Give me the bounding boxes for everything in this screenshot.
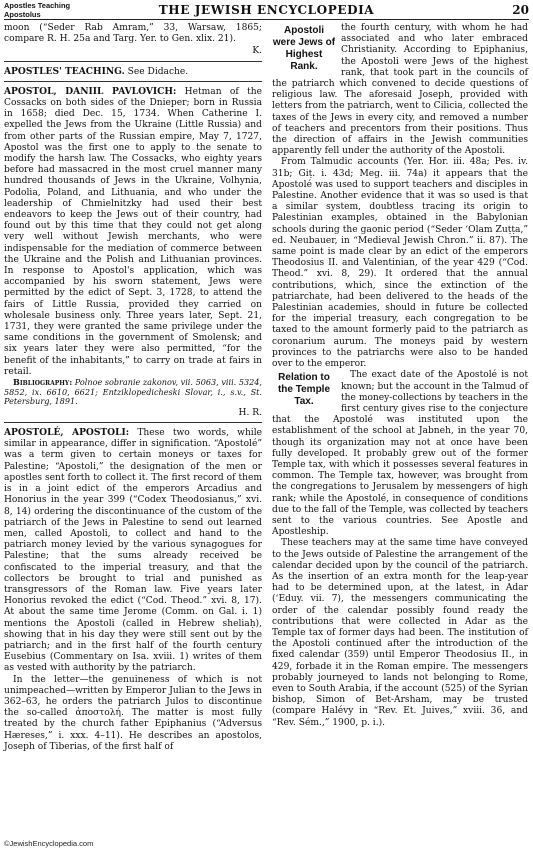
entry-body: Hetman of the Cossacks on both sides of the Dnieper; born in Russia in 1658; died Dec. 15, 1734. When Catherine I. expelled the Jews from the Ukraine (Little Russia) and from other parts of the Russian empire, May 7, 1727, Apostol was the first one to apply to the senate to modify the harsh law. The Cossacks, who eighty years before had massacred in the most cruel manner many hundred thousands of Jews in the Ukraine, Volhynia, Podolia, Poland, and Lithuania, and who under the leadership of Chmielnitzky had used their best endeavors to keep the Jews out of their country, had found out by this time that they could not get along very well without Jewish merchants, who were indispensable for the mediation of commerce between the Ukraine and the Polish and Lithuanian provinces. In response to Apostol's application, which was accompanied by his sworn statement, Jews were permitted by the edict of Sept. 3, 1728, to attend the fairs of Little Russia, provided they carried on wholesale business only. Three years later, Sept. 21, 1731, they were granted the same privilege under the same conditions in the government of Smolensk; and six years later they were also permitted, “for the benefit of the inhabitants,” to carry on trade at fairs in retail. bbox=[4, 86, 262, 377]
running-head-line-1: Apostles Teaching bbox=[4, 1, 71, 10]
bibliography bbox=[4, 378, 262, 407]
bibliography-text: Polnoe sobranie zakonov, vii. 5063, viii. 5324, 5852, ix. 6610, 6621; Entziklopedicheski Slovar, i., s.v., St. Petersburg, 1891. bbox=[4, 377, 262, 407]
entry-apostole bbox=[4, 427, 262, 674]
entry-title: APOSTOLÉ, APOSTOLI: bbox=[4, 427, 130, 439]
paragraph: From Talmudic accounts (Yer. Hor. iii. 48a; Pes. iv. 31b; Giṭ. i. 43d; Meg. iii. 74a) it appears that the Apostolé was used to support teachers and disciples in Palestine. Another evidence that it was so used is that a similar system, doubtless tracing its origin to Palestinian examples, obtained in the Babylonian schools during the gaonic period (“Seder ‘Olam Zuṭṭa,” ed. Neubauer, in “Medieval Jewish Chron.” ii. 87). The same point is made clear by an edict of the emperors Theodosius II. and Valentinian, of the year 429 (“Cod. Theod.” xvi. 8, 29). It ordered that the annual contributions, which, since the extinction of the patriarchate, had been delivered to the heads of the Palestinian academies, should in future be collected for the imperial treasury, each congregation to be taxed to the amount formerly paid to the patriarch as coronarium aurum. The moneys paid by western provinces to the patriarchs were also to be handed over to the emperor. bbox=[272, 157, 528, 370]
paragraph: The exact date of the Apostolé is not known; but the account in the Talmud of the money-collections by teachers in the first century gives rise to the conjecture that the Apostolé was instituted upon the establishment of the school at Jabneh, in the year 70, though its organization may not at once have been fully developed. It probably grew out of the former Temple tax, with which it possesses several features in common. The Temple tax, however, was brought from the congregations to Jerusalem by messengers of high rank; while the Apostolé, in consequence of conditions due to the fall of the Temple, was collected by teachers sent to the various countries. See Apostle and Apostleship. bbox=[272, 370, 528, 538]
author-signature: K. bbox=[252, 46, 262, 57]
paragraph: the fourth century, with whom he had associated and who later embraced Christianity. According to Epiphanius, the Apostoli were Jews of the highest rank, that took part in the councils of the patriarch which convened to decide questions of religious law. The aforesaid Joseph, provided with letters from the patriarch, went to Cilicia, collected the taxes of the Jews in every city, and removed a number of teachers and precentors from their positions. Thus the direction of affairs in the Jewish communities apparently fell under the authority of the Apostoli. bbox=[272, 23, 528, 157]
page-header bbox=[0, 0, 533, 22]
paragraph: In the letter—the genuineness of which is not unimpeached—written by Emperor Julian to the Jews in 362–63, he orders the patriarch Julos to discontinue the so-called ἀποστολή. The matter is most fully treated by the church father Epiphanius (“Adversus Hæreses,” i. xxx. 4–11). He describes an apostolos, Joseph of Tiberias, of the first half of bbox=[4, 674, 262, 752]
paragraph: These teachers may at the same time have conveyed to the Jews outside of Palestine the arrangement of the calendar decided upon by the council of the patriarch. As the insertion of an extra month for the leap-year had to be determined upon, at the latest, in Adar (‘Eduy. vii. 7), the messengers communicating the order of the calendar possibly found ready the contributions that were collected in Adar as the Temple tax of former days had been. The institution of the Apostoli continued after the introduction of the fixed calendar (359) until Emperor Theodosius II., in 429, forbade it in the Roman empire. The messengers probably journeyed to lands not belonging to Rome, even to South Arabia, if the account (525) of the Syrian bishop, Simon of Bet-Arsham, may be trusted (compare Halévy in “Rev. Et. Juives,” xviii. 36, and “Rev. Sém.,” 1900, p. i.). bbox=[272, 538, 528, 728]
divider bbox=[4, 422, 262, 423]
header-rule bbox=[4, 19, 529, 20]
running-head-line-2: Apostolus bbox=[4, 9, 41, 19]
left-column bbox=[4, 23, 262, 753]
cross-reference: See Didache. bbox=[124, 66, 189, 77]
continued-text: moon (“Seder Rab Amram,” 33, Warsaw, 1865; compare R. H. 25a and Targ. Yer. to Gen. xlix. 21). bbox=[4, 23, 262, 45]
divider bbox=[4, 81, 262, 82]
entry-apostol-daniil bbox=[4, 86, 262, 378]
entry-apostles-teaching bbox=[4, 66, 262, 78]
copyright-footer: ©JewishEncyclopedia.com bbox=[4, 839, 94, 848]
right-column bbox=[272, 23, 528, 729]
entry-title: APOSTLES' TEACHING. bbox=[4, 65, 125, 77]
author-signature: H. R. bbox=[238, 407, 262, 418]
bibliography-label: Bibliography: bbox=[13, 377, 73, 388]
sidenote-temple-tax: Relation to the Temple Tax. bbox=[277, 372, 331, 408]
entry-title: APOSTOL, DANIIL PAVLOVICH: bbox=[4, 85, 177, 97]
sidenote-apostoli-rank: Apostoli were Jews of Highest Rank. bbox=[272, 25, 336, 72]
entry-body: These two words, while similar in appearance, differ in signification. “Apostolé” was a term given to certain moneys or taxes for Palestine; “Apostoli,” the designation of the men or apostles sent forth to collect it. The first record of them is in a joint edict of the emperors Arcadius and Honorius in the year 399 (“Codex Theodosianus,” xvi. 8, 14) ordering the discontinuance of the custom of the patriarch of the Jews in Palestine to send out learned men, called Apostoli, to collect and hand to the patriarch money levied by the various synagogues for Palestine; that the sums already received be confiscated to the imperial treasury, and that the collectors be brought to trial and punished as transgressors of the Roman law. Five years later Honorius revoked the edict (“Cod. Theod.” xvi. 8, 17). At about the same time Jerome (Comm. on Gal. i. 1) mentions the Apostoli (called in Hebrew sheliaḥ), showing that in his day they were still sent out by the patriarch; and in the first half of the fourth century Eusebius (Commentary on Isa. xviii. 1) writes of them as vested with authority by the patriarch. bbox=[4, 428, 263, 674]
divider bbox=[4, 61, 262, 62]
page-number: 20 bbox=[512, 3, 529, 17]
journal-title: THE JEWISH ENCYCLOPEDIA bbox=[158, 3, 375, 17]
